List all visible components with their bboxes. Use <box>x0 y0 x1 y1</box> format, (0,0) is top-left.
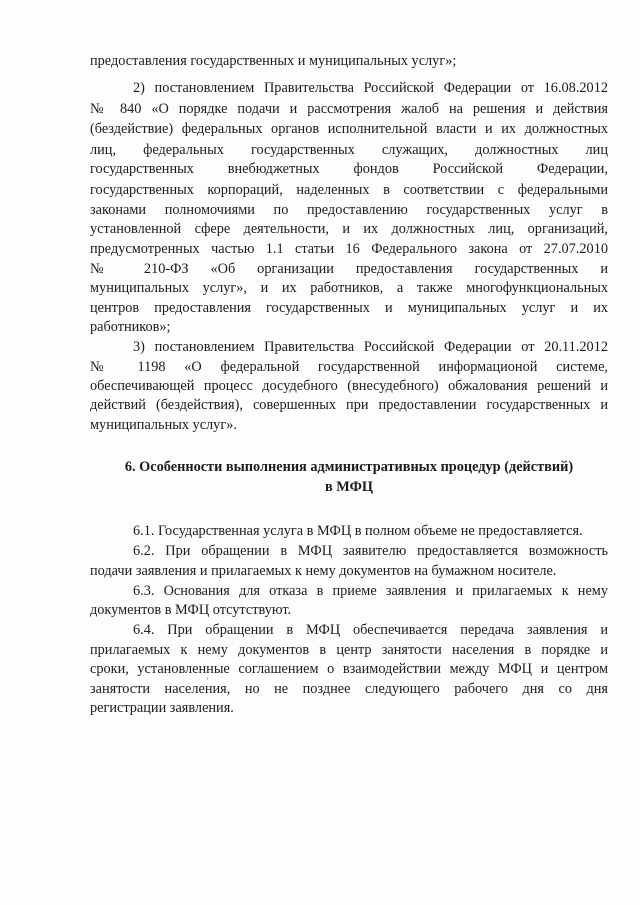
text-line: регистрации заявления. <box>90 700 234 716</box>
text-line: 6.4. При обращении в МФЦ обеспечивается передача заявления и <box>133 622 608 638</box>
section-heading: в МФЦ <box>324 479 373 495</box>
text-line: муниципальных услуг». <box>90 417 237 433</box>
text-line: законами полномочиями по предоставлению государственных услуг в <box>90 202 608 218</box>
text-line: 6.1. Государственная услуга в МФЦ в полном объеме не предоставляется. <box>133 523 583 539</box>
text-line: обеспечивающей процесс досудебного (внесудебного) обжалования решений и <box>90 378 608 394</box>
text-line: предусмотренных частью 1.1 статьи 16 Федерального закона от 27.07.2010 <box>90 241 608 257</box>
text-line: № 210-ФЗ «Об организации предоставления государственных и <box>90 261 608 277</box>
text-line: прилагаемых к нему документов в центр занятости населения в порядке и <box>90 642 608 658</box>
section-heading: 6. Особенности выполнения административных процедур (действий) <box>124 459 574 475</box>
scan-speck <box>207 677 208 680</box>
text-line: лиц, федеральных государственных служащих, должностных лиц <box>90 142 608 158</box>
text-line: установленной сфере деятельности, и их должностных лиц, организаций, <box>90 221 608 237</box>
text-line: государственных внебюджетных фондов Российской Федерации, <box>90 161 608 177</box>
text-line: действий (бездействия), совершенных при предоставлении государственных и <box>90 397 608 413</box>
text-line: государственных корпораций, наделенных в соответствии с федеральными <box>90 182 608 198</box>
text-line: 3) постановлением Правительства Российской Федерации от 20.11.2012 <box>133 339 608 355</box>
text-line: № 1198 «О федеральной государственной информационой системе, <box>90 359 608 375</box>
text-line: муниципальных услуг», и их работников, а также многофункциональных <box>90 280 608 296</box>
text-line: 6.3. Основания для отказа в приеме заявления и прилагаемых к нему <box>133 583 608 599</box>
text-line: подачи заявления и прилагаемых к нему документов на бумажном носителе. <box>90 563 557 579</box>
text-line: центров предоставления государственных и муниципальных услуг и их <box>90 300 608 316</box>
text-line: 2) постановлением Правительства Российской Федерации от 16.08.2012 <box>133 80 608 96</box>
text-line: № 840 «О порядке подачи и рассмотрения жалоб на решения и действия <box>90 101 608 117</box>
text-line: сроки, установленные соглашением о взаимодействии между МФЦ и центром <box>90 661 608 677</box>
text-line: документов в МФЦ отсутствуют. <box>90 602 292 618</box>
text-line: занятости населения, но не позднее следующего рабочего дня со дня <box>90 681 608 697</box>
text-line: предоставления государственных и муниципальных услуг»; <box>90 53 457 69</box>
text-line: работников»; <box>90 319 171 335</box>
text-line: 6.2. При обращении в МФЦ заявителю предоставляется возможность <box>133 543 608 559</box>
text-line: (бездействие) федеральных органов исполнительной власти и их должностных <box>90 121 608 137</box>
